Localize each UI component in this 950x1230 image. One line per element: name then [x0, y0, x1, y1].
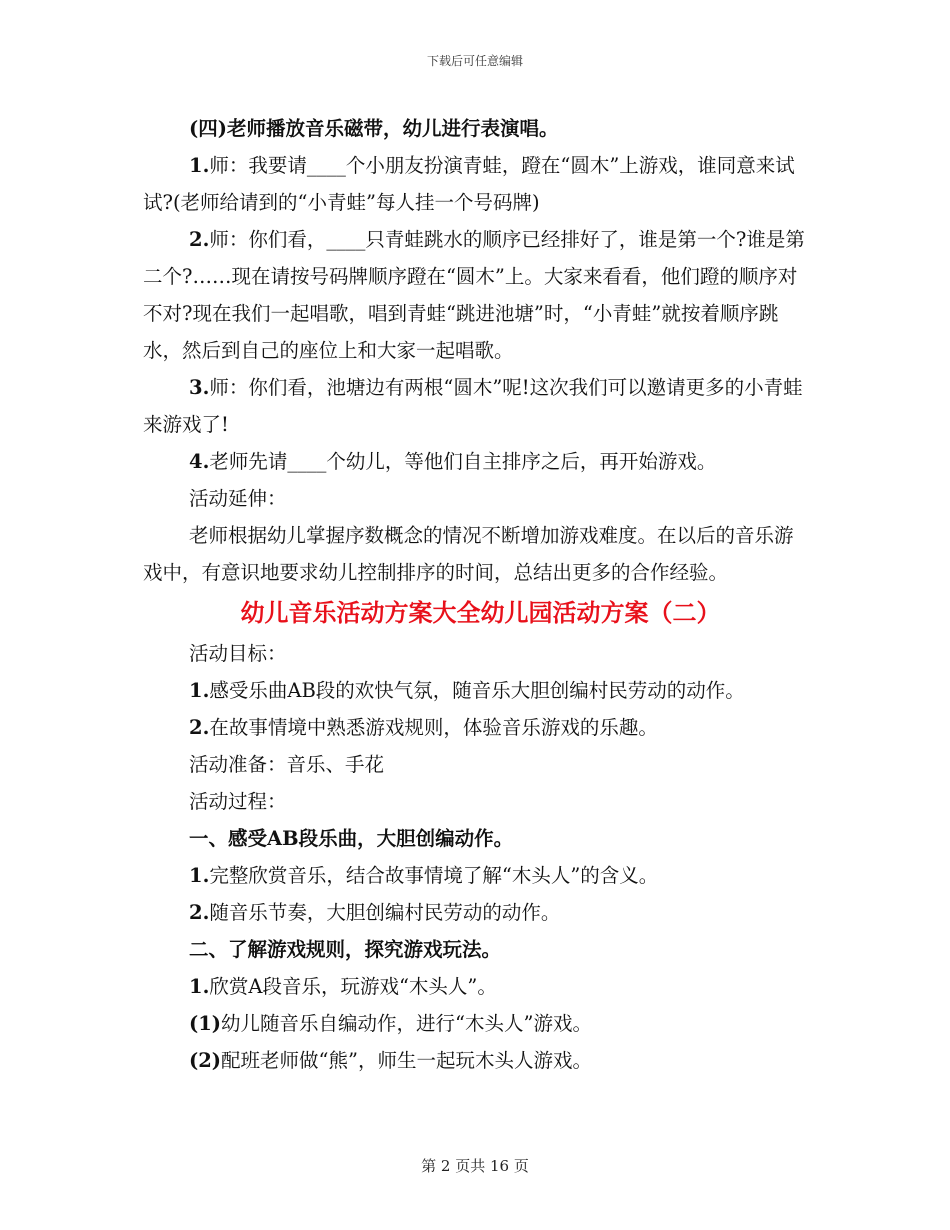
paragraph-item — [143, 147, 808, 221]
item-number: 4. — [189, 450, 210, 473]
paragraph-section-4-heading: (四)老师播放音乐磁带，幼儿进行表演唱。 — [189, 117, 559, 140]
paragraph-item — [143, 968, 808, 1005]
item-number: 1. — [189, 154, 210, 177]
item-number: 3. — [189, 376, 210, 399]
item-number: 1. — [189, 679, 210, 702]
document-body — [143, 110, 808, 1079]
item-text: 完整欣赏音乐，结合故事情境了解“木头人”的含义。 — [209, 864, 659, 887]
paragraph-item — [143, 443, 808, 480]
paragraph-item — [143, 672, 808, 709]
item-text: 配班老师做“熊”，师生一起玩木头人游戏。 — [221, 1049, 592, 1072]
item-text: 老师先请____个幼儿，等他们自主排序之后，再开始游戏。 — [209, 450, 717, 473]
paragraph-label: 活动过程： — [189, 790, 287, 813]
paragraph-item — [143, 857, 808, 894]
item-number: 1. — [189, 975, 210, 998]
paragraph-subheading: 一、感受AB段乐曲，大胆创编动作。 — [189, 827, 514, 850]
item-text: 欣赏A段音乐，玩游戏“木头人”。 — [209, 975, 497, 998]
paragraph-item — [143, 221, 808, 369]
item-text: 在故事情境中熟悉游戏规则，体验音乐游戏的乐趣。 — [209, 716, 658, 739]
page-footer: 第 2 页共 16 页 — [421, 1157, 529, 1175]
section-title: 幼儿音乐活动方案大全幼儿园活动方案（二） — [240, 598, 721, 627]
item-number: 2. — [189, 901, 210, 924]
item-text: 师：我要请____个小朋友扮演青蛙，蹬在“圆木”上游戏，谁同意来试试?(老师给请到的“小青蛙”每人挂一个号码牌) — [143, 154, 795, 214]
paragraph-item — [143, 1005, 808, 1042]
paragraph-item — [143, 709, 808, 746]
item-text: 师：你们看，池塘边有两根“圆木”呢!这次我们可以邀请更多的小青蛙来游戏了! — [143, 376, 803, 436]
paragraph-label: 活动准备：音乐、手花 — [189, 753, 385, 776]
item-number: 1. — [189, 864, 210, 887]
item-text: 幼儿随音乐自编动作，进行“木头人”游戏。 — [221, 1012, 592, 1035]
paragraph-item — [143, 1042, 808, 1079]
paragraph-label: 活动目标： — [189, 642, 287, 665]
item-number: 2. — [189, 716, 210, 739]
paragraph-subheading: 二、了解游戏规则，探究游戏玩法。 — [189, 938, 502, 961]
paragraph-label: 活动延伸： — [189, 487, 287, 510]
item-number: (1) — [189, 1012, 222, 1035]
item-text: 感受乐曲AB段的欢快气氛，随音乐大胆创编村民劳动的动作。 — [209, 679, 745, 702]
item-number: 2. — [189, 228, 210, 251]
item-text: 随音乐节奏，大胆创编村民劳动的动作。 — [209, 901, 561, 924]
paragraph-item — [143, 894, 808, 931]
item-number: (2) — [189, 1049, 222, 1072]
page-header: 下载后可任意编辑 — [426, 54, 523, 68]
paragraph-item — [143, 369, 808, 443]
item-text: 师：你们看，____只青蛙跳水的顺序已经排好了，谁是第一个?谁是第二个?……现在请按号码牌顺序蹬在“圆木”上。大家来看看，他们蹬的顺序对不对?现在我们一起唱歌，唱到青蛙“跳进池塘”时，“小青蛙”就按着顺序跳水，然后到自己的座位上和大家一起唱歌。 — [143, 228, 805, 362]
paragraph-text: 老师根据幼儿掌握序数概念的情况不断增加游戏难度。在以后的音乐游戏中，有意识地要求幼儿控制排序的时间，总结出更多的合作经验。 — [143, 524, 794, 584]
